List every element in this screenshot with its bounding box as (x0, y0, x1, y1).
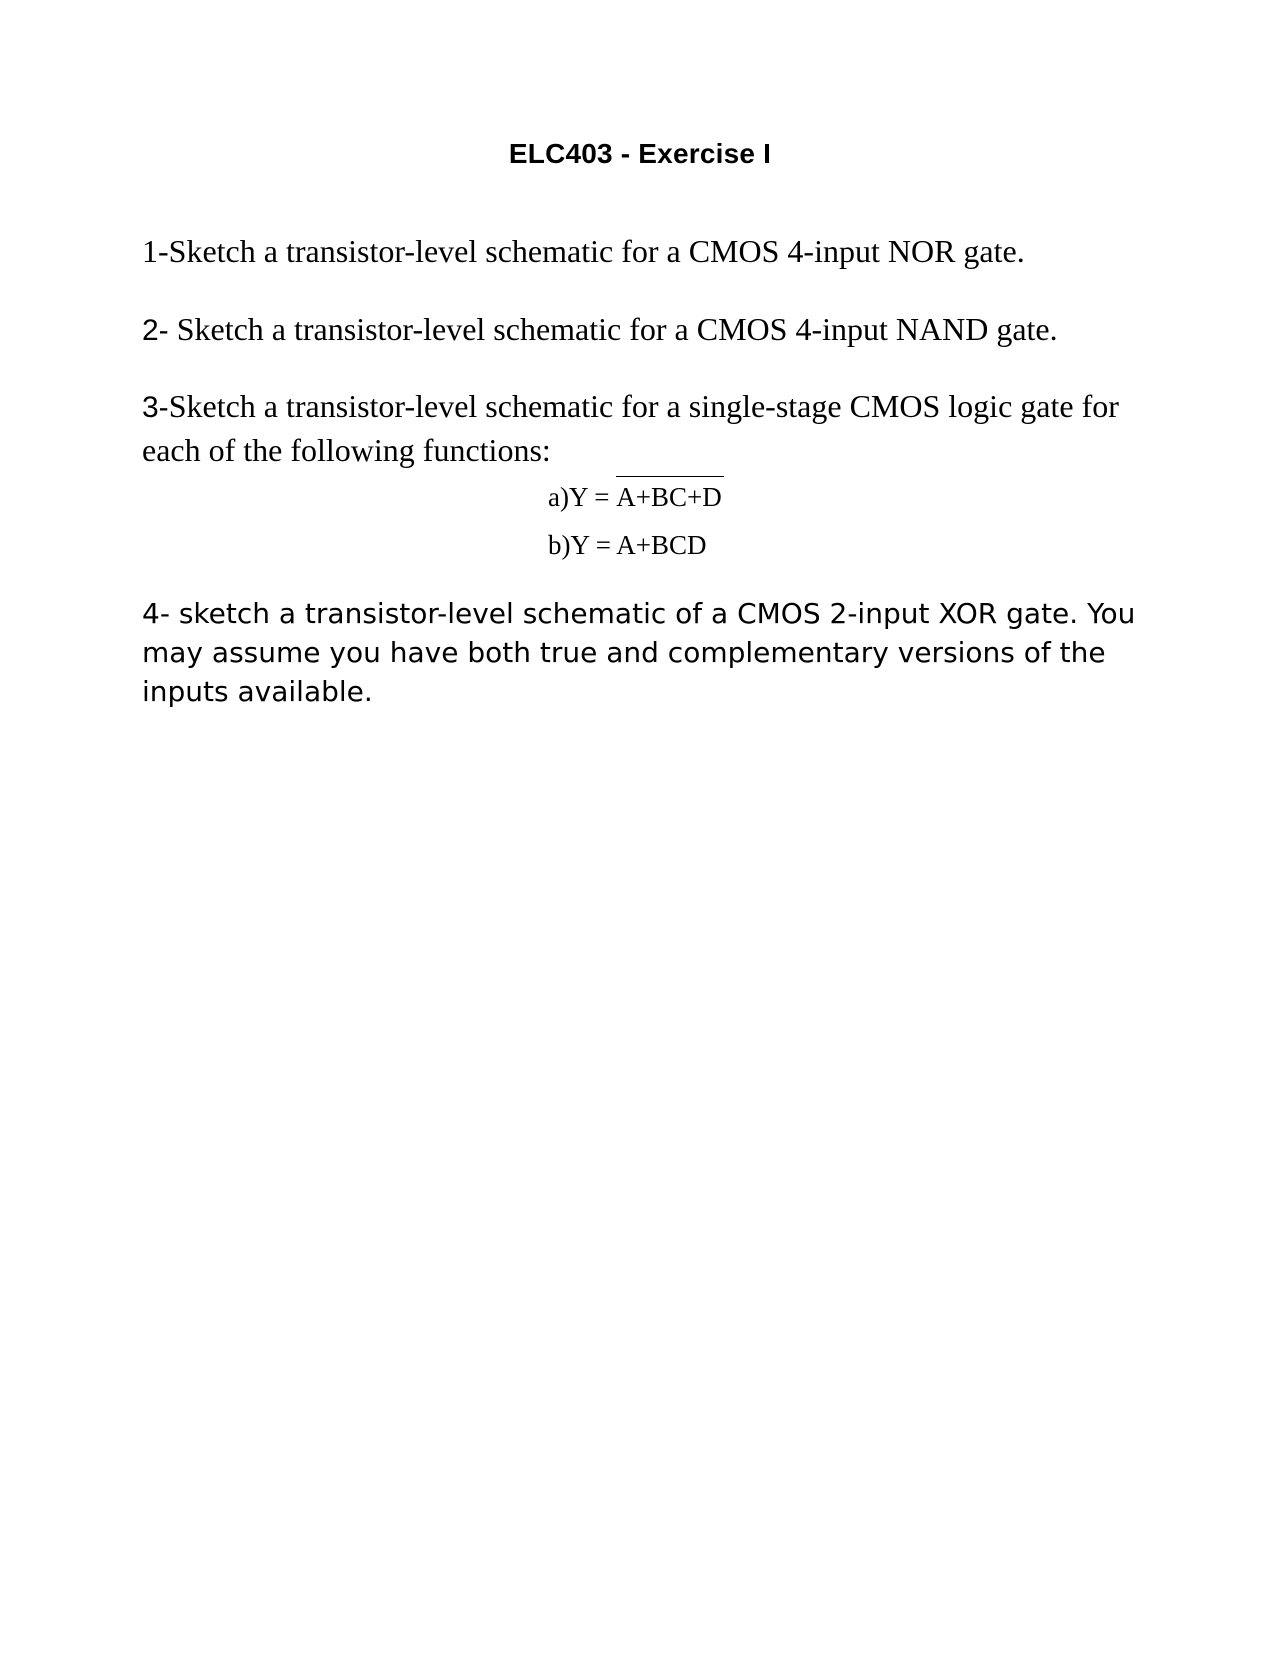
equation-a-expression: A+BC+D (616, 482, 722, 512)
equation-b (548, 530, 706, 560)
question-1-text: Sketch a transistor-level schematic for a CMOS 4-input NOR gate. (168, 233, 1025, 269)
document-title: ELC403 - Exercise I (508, 138, 772, 169)
equation-a (548, 482, 722, 512)
question-4 (142, 594, 1152, 711)
question-4-text: sketch a transistor-level schematic of a CMOS 2-input XOR gate. You may assume you have both true and complementary versions of the inputs available. (142, 597, 1136, 708)
question-2-text: Sketch a transistor-level schematic for a CMOS 4-input NAND gate. (168, 311, 1058, 347)
question-3 (142, 385, 1152, 471)
equation-a-label: a) (548, 482, 569, 512)
question-3-number: 3- (142, 391, 169, 424)
question-2-number: 2- (142, 314, 169, 347)
question-1 (142, 230, 1152, 272)
question-4-number: 4- (142, 597, 170, 630)
equation-b-lhs: Y = (570, 530, 617, 560)
equation-a-lhs: Y = (568, 482, 617, 512)
question-1-number: 1- (142, 233, 169, 269)
equation-b-label: b) (548, 530, 571, 560)
question-2 (142, 308, 1152, 352)
question-3-text: Sketch a transistor-level schematic for a single-stage CMOS logic gate for each of the following functions: (142, 388, 1119, 468)
equation-b-expression: A+BCD (616, 530, 707, 560)
